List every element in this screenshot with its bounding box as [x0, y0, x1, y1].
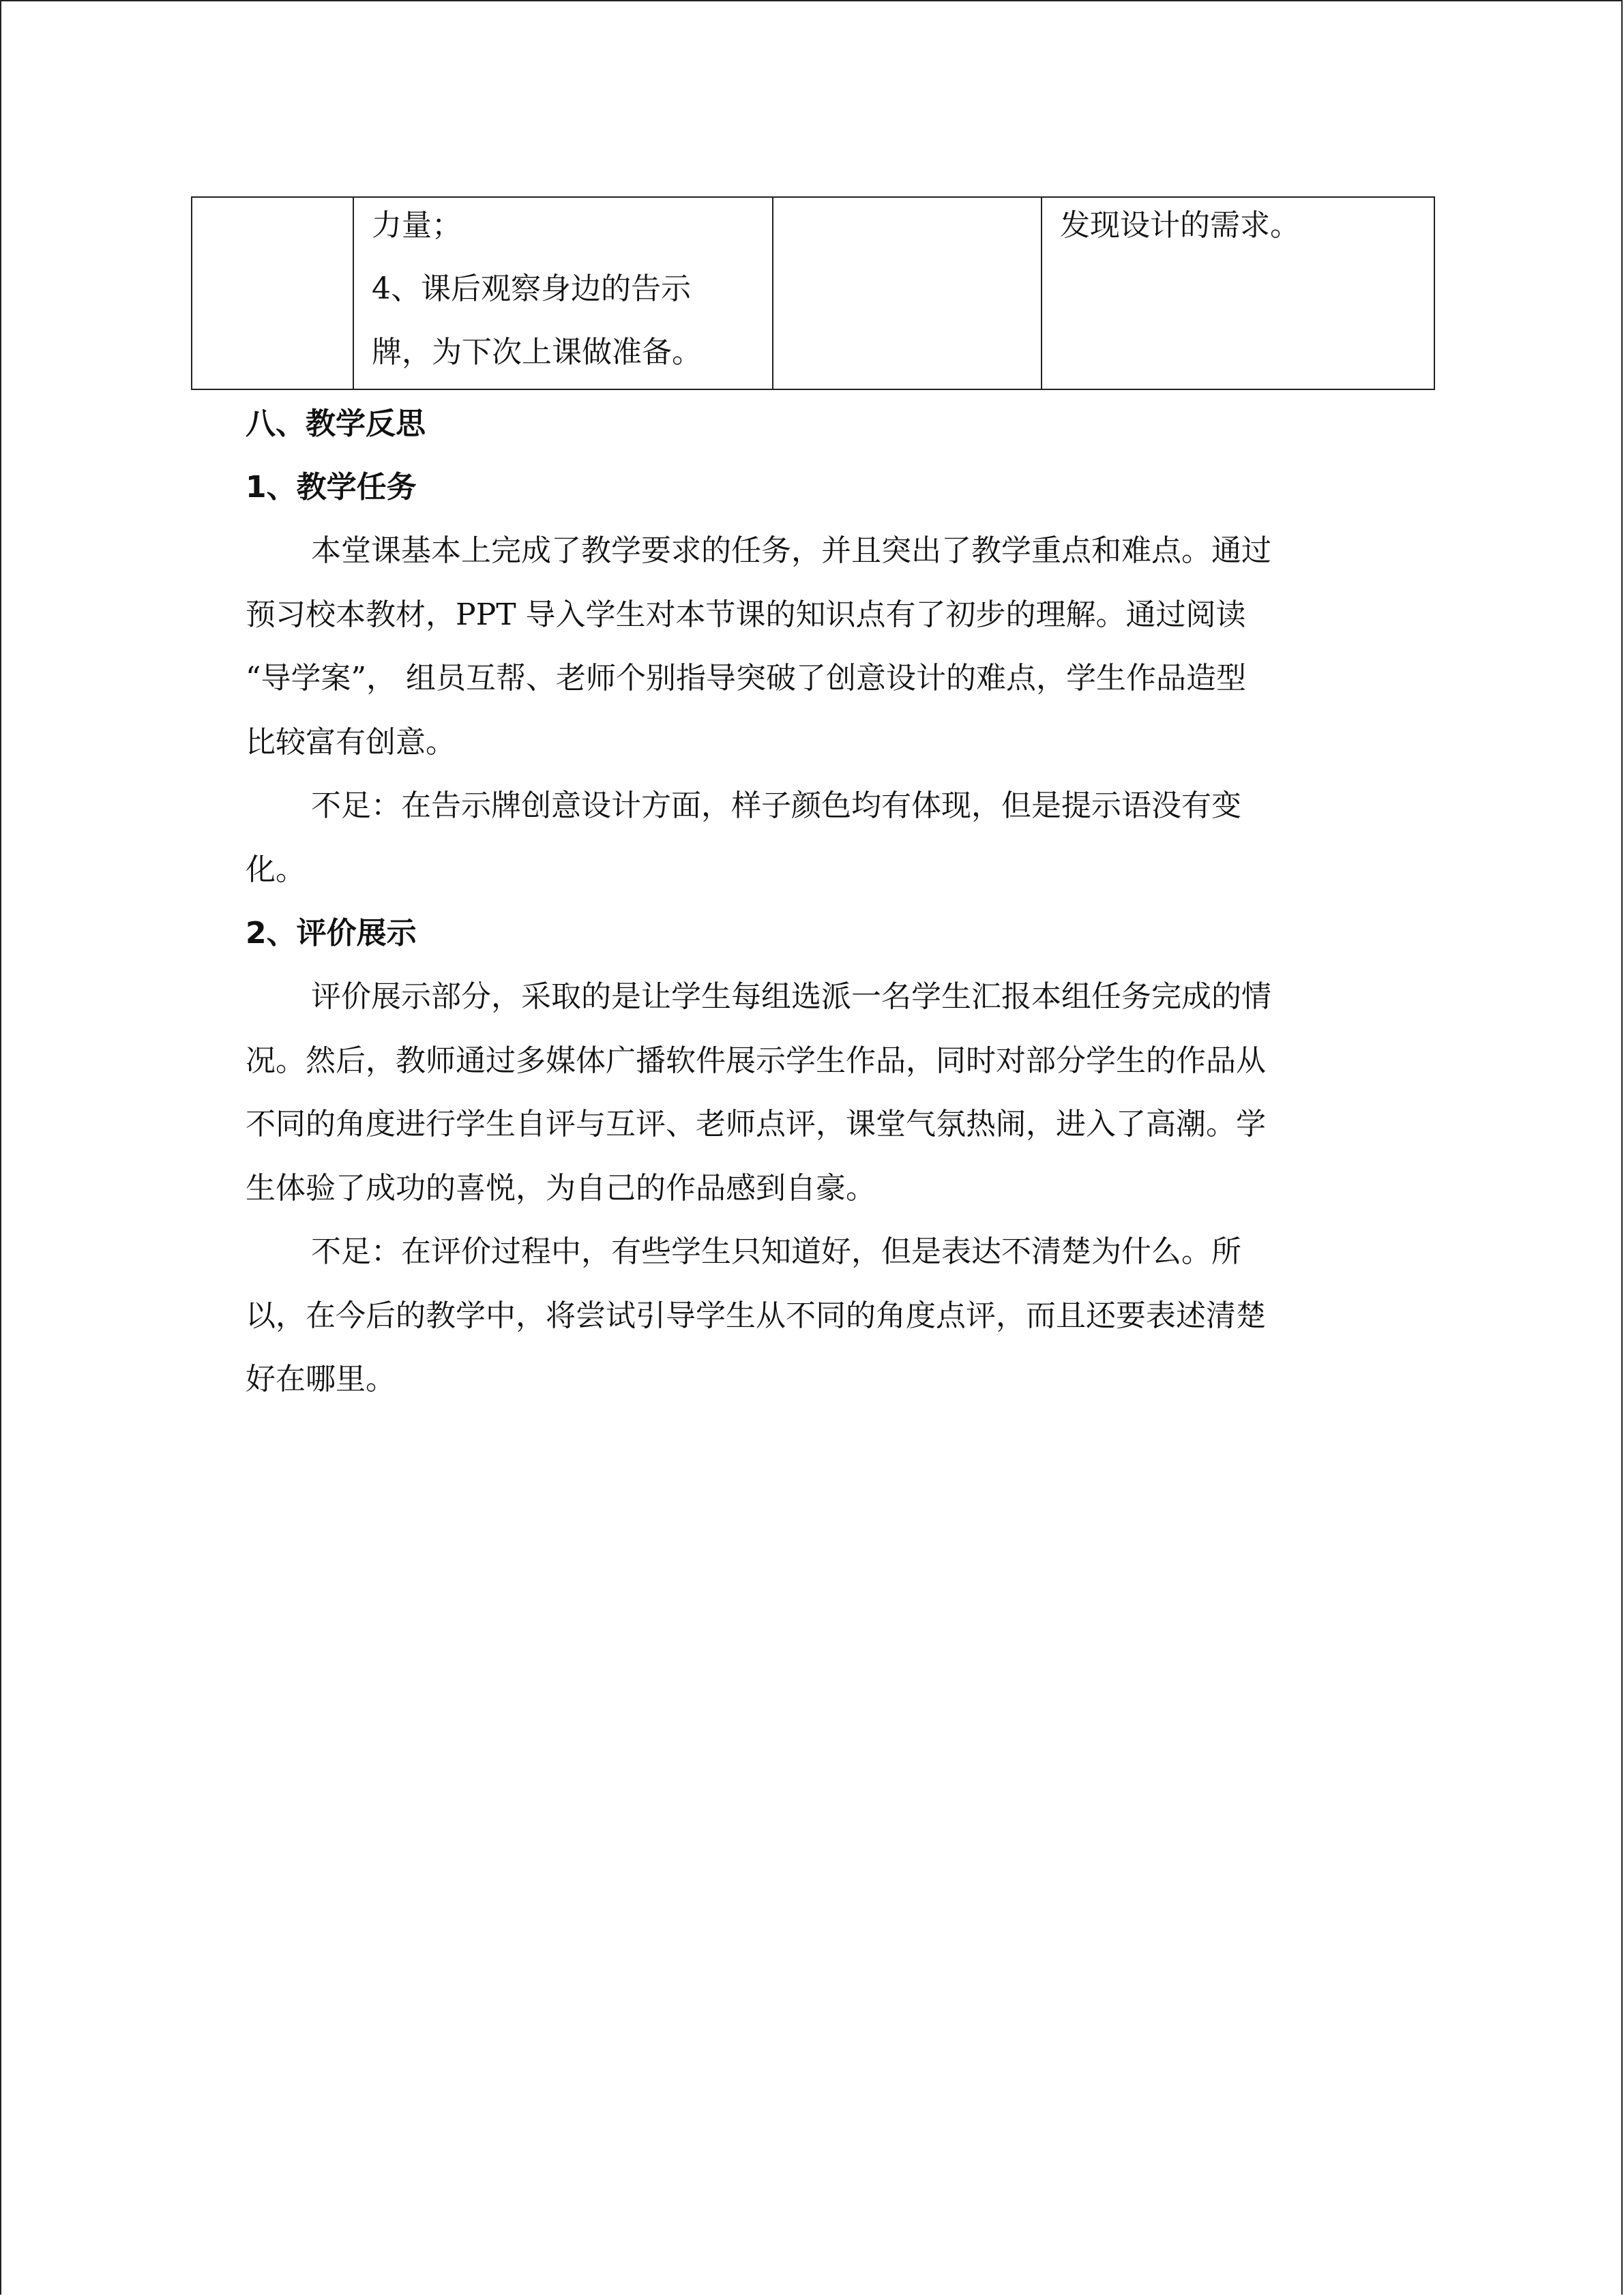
table-cell-student-activity [773, 197, 1042, 389]
paragraph-line: 况。然后，教师通过多媒体广播软件展示学生作品，同时对部分学生的作品从 [246, 1043, 1266, 1078]
cell-text-line: 力量； [372, 208, 462, 243]
table-cell-stage [192, 197, 353, 389]
cell-text-line: 发现设计的需求。 [1060, 208, 1300, 243]
paragraph-line: 不同的角度进行学生自评与互评、老师点评，课堂气氛热闹，进入了高潮。学 [246, 1107, 1266, 1142]
paragraph-line: 好在哪里。 [246, 1362, 396, 1397]
paragraph [246, 965, 1378, 1220]
paragraph-line: 生体验了成功的喜悦，为自己的作品感到自豪。 [246, 1170, 876, 1206]
paragraph-line: 不足：在告示牌创意设计方面，样子颜色均有体现，但是提示语没有变 [311, 788, 1241, 823]
subsection-heading-teaching-task: 1、教学任务 [246, 470, 417, 505]
reflection-section [246, 392, 1378, 1412]
paragraph-line: 以，在今后的教学中，将尝试引导学生从不同的角度点评，而且还要表述清楚 [246, 1298, 1266, 1333]
cell-text-line: 4、课后观察身边的告示 [372, 271, 691, 306]
paragraph-line: 化。 [246, 852, 306, 887]
paragraph [246, 774, 1378, 901]
paragraph [246, 519, 1378, 774]
table-cell-teacher-activity [353, 197, 773, 389]
subsection-heading-evaluation: 2、评价展示 [246, 916, 417, 951]
paragraph-line: 评价展示部分，采取的是让学生每组选派一名学生汇报本组任务完成的情 [311, 979, 1271, 1014]
section-heading: 八、教学反思 [246, 406, 426, 441]
paragraph [246, 1220, 1378, 1412]
table-row [192, 197, 1434, 389]
paragraph-line: “导学案”， 组员互帮、老师个别指导突破了创意设计的难点，学生作品造型 [246, 661, 1246, 696]
paragraph-line: 本堂课基本上完成了教学要求的任务，并且突出了教学重点和难点。通过 [311, 533, 1271, 568]
lesson-plan-table [191, 196, 1435, 390]
paragraph-line: 预习校本教材，PPT 导入学生对本节课的知识点有了初步的理解。通过阅读 [246, 597, 1246, 632]
paragraph-line: 比较富有创意。 [246, 724, 456, 760]
cell-text-line: 牌，为下次上课做准备。 [372, 335, 702, 370]
paragraph-line: 不足：在评价过程中，有些学生只知道好，但是表达不清楚为什么。所 [311, 1234, 1241, 1269]
table-cell-design-intent [1042, 197, 1434, 389]
